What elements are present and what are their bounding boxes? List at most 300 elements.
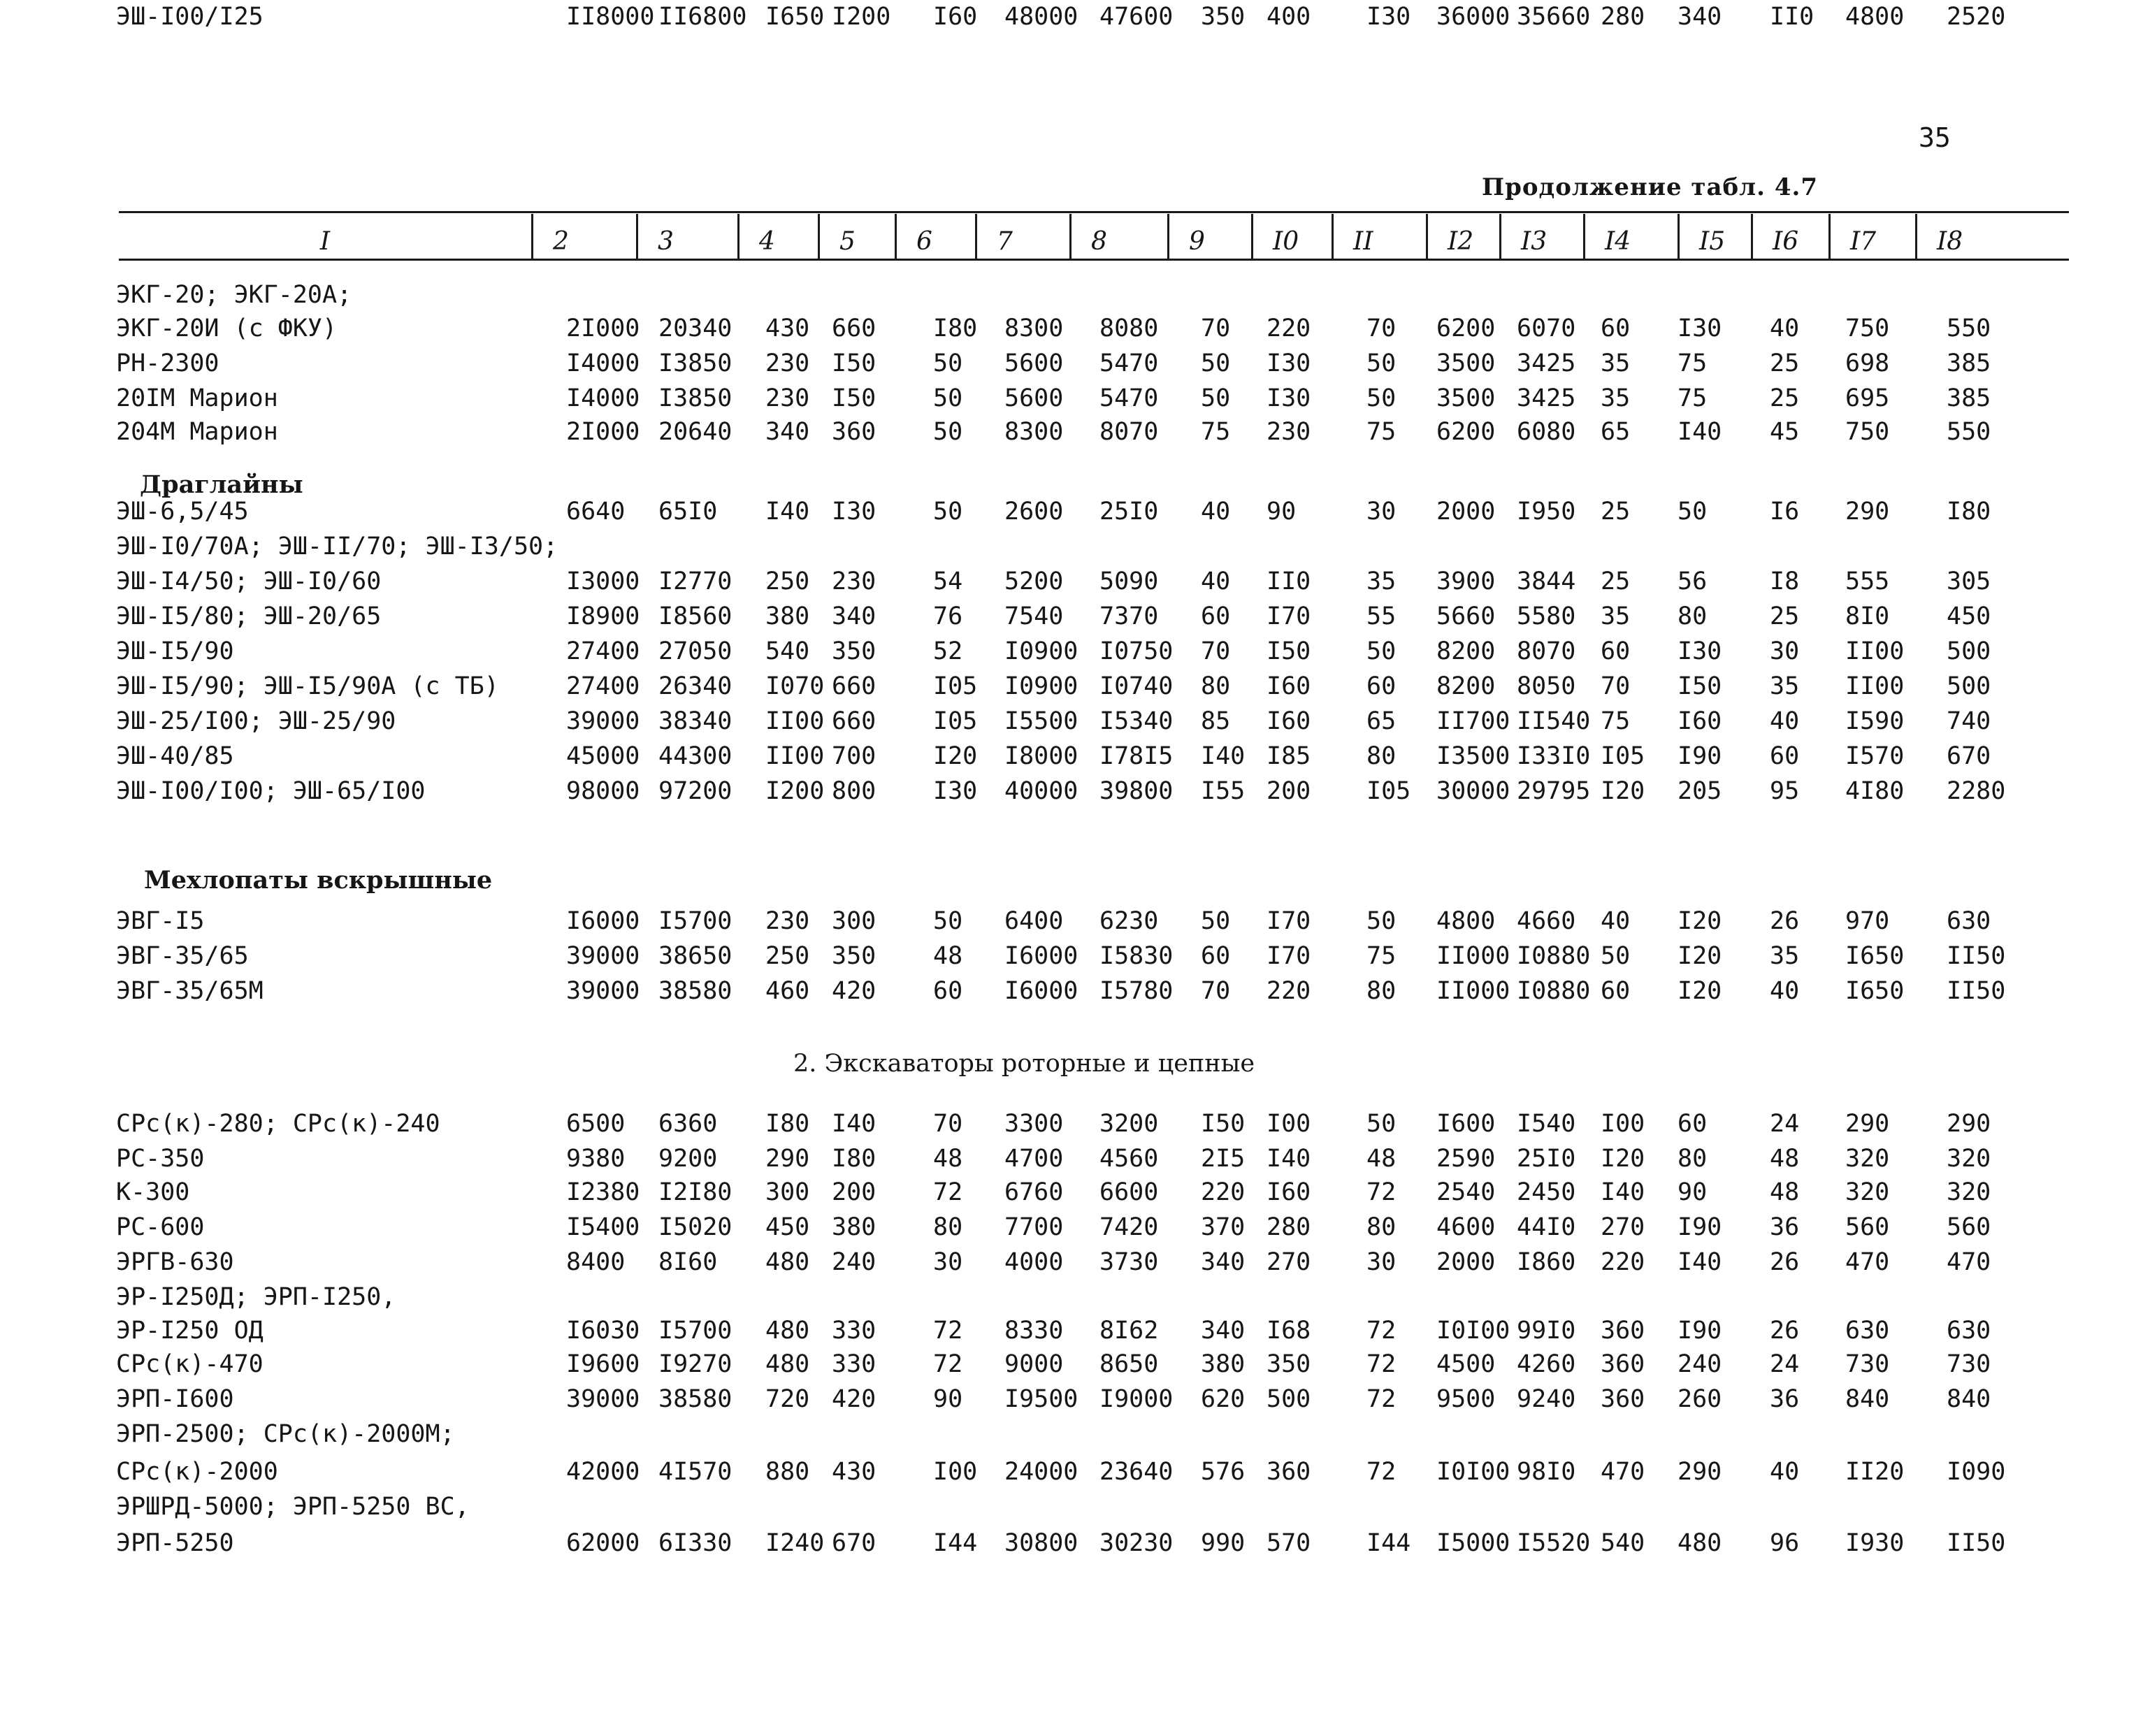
cell-col-7: 3300 bbox=[1004, 1110, 1064, 1138]
table-row bbox=[0, 1245, 2150, 1279]
cell-col-4: 230 bbox=[765, 384, 810, 412]
machine-name: ЭШ-I00/I25 bbox=[116, 3, 264, 31]
cell-col-12: I0I00 bbox=[1436, 1317, 1510, 1345]
cell-col-9: 350 bbox=[1201, 3, 1246, 31]
cell-col-6: 50 bbox=[933, 418, 963, 446]
cell-col-6: I05 bbox=[933, 672, 978, 700]
cell-col-18: 840 bbox=[1947, 1385, 1991, 1413]
machine-name: 204М Марион bbox=[116, 418, 278, 446]
cell-col-5: 420 bbox=[832, 977, 876, 1005]
cell-col-7: 8300 bbox=[1004, 418, 1064, 446]
cell-col-12: 2590 bbox=[1436, 1145, 1496, 1173]
cell-col-4: 460 bbox=[765, 977, 810, 1005]
cell-col-15: 50 bbox=[1678, 498, 1708, 526]
cell-col-12: 3500 bbox=[1436, 384, 1496, 412]
section-title: 2. Экскаваторы роторные и цепные bbox=[793, 1050, 1255, 1078]
cell-col-12: 6200 bbox=[1436, 314, 1496, 342]
cell-col-8: 5470 bbox=[1099, 384, 1159, 412]
cell-col-9: 70 bbox=[1201, 637, 1231, 665]
cell-col-14: 25 bbox=[1601, 567, 1631, 595]
cell-col-10: 270 bbox=[1267, 1248, 1311, 1276]
cell-col-14: 280 bbox=[1601, 3, 1645, 31]
cell-col-10: 360 bbox=[1267, 1458, 1311, 1486]
machine-name: ЭРП-I600 bbox=[116, 1385, 234, 1413]
cell-col-18: 290 bbox=[1947, 1110, 1991, 1138]
cell-col-13: 3425 bbox=[1517, 349, 1576, 377]
column-header-18: I8 bbox=[1915, 214, 2055, 259]
cell-col-18: 550 bbox=[1947, 314, 1991, 342]
cell-col-8: 7420 bbox=[1099, 1213, 1159, 1241]
cell-col-14: 25 bbox=[1601, 498, 1631, 526]
section-title: Драглайны bbox=[140, 470, 303, 499]
section-title: Мехлопаты вскрышные bbox=[144, 866, 493, 895]
cell-col-13: 4260 bbox=[1517, 1350, 1576, 1378]
cell-col-8: 6230 bbox=[1099, 907, 1159, 935]
cell-col-6: 70 bbox=[933, 1110, 963, 1138]
cell-col-10: I60 bbox=[1267, 707, 1311, 735]
table-row bbox=[0, 600, 2150, 633]
cell-col-15: I60 bbox=[1678, 707, 1722, 735]
cell-col-9: 340 bbox=[1201, 1317, 1246, 1345]
machine-name: ЭШ-I5/80; ЭШ-20/65 bbox=[116, 602, 382, 630]
cell-col-9: I40 bbox=[1201, 742, 1246, 770]
table-row bbox=[0, 1347, 2150, 1381]
cell-col-7: 6760 bbox=[1004, 1178, 1064, 1206]
machine-name: ЭКГ-20И (с ФКУ) bbox=[116, 314, 338, 342]
cell-col-8: 5470 bbox=[1099, 349, 1159, 377]
cell-col-10: 280 bbox=[1267, 1213, 1311, 1241]
cell-col-13: 44I0 bbox=[1517, 1213, 1576, 1241]
cell-col-3: 44300 bbox=[658, 742, 733, 770]
cell-col-18: 500 bbox=[1947, 637, 1991, 665]
cell-col-18: 385 bbox=[1947, 384, 1991, 412]
cell-col-3: 6I330 bbox=[658, 1529, 733, 1557]
cell-col-11: 50 bbox=[1366, 637, 1397, 665]
cell-col-18: 550 bbox=[1947, 418, 1991, 446]
cell-col-16: 40 bbox=[1770, 707, 1800, 735]
cell-col-8: I5340 bbox=[1099, 707, 1174, 735]
cell-col-14: 470 bbox=[1601, 1458, 1645, 1486]
cell-col-6: 72 bbox=[933, 1350, 963, 1378]
cell-col-2: 98000 bbox=[566, 777, 640, 805]
cell-col-9: 60 bbox=[1201, 942, 1231, 970]
cell-col-6: 48 bbox=[933, 1145, 963, 1173]
cell-col-10: 500 bbox=[1267, 1385, 1311, 1413]
cell-col-6: 76 bbox=[933, 602, 963, 630]
cell-col-7: I0900 bbox=[1004, 637, 1078, 665]
cell-col-8: 25I0 bbox=[1099, 498, 1159, 526]
cell-col-3: 6360 bbox=[658, 1110, 718, 1138]
cell-col-6: I00 bbox=[933, 1458, 978, 1486]
cell-col-17: I570 bbox=[1845, 742, 1905, 770]
cell-col-13: I540 bbox=[1517, 1110, 1576, 1138]
cell-col-6: I44 bbox=[933, 1529, 978, 1557]
cell-col-14: 35 bbox=[1601, 384, 1631, 412]
cell-col-15: 80 bbox=[1678, 1145, 1708, 1173]
cell-col-2: 39000 bbox=[566, 707, 640, 735]
cell-col-10: 220 bbox=[1267, 977, 1311, 1005]
cell-col-12: 3900 bbox=[1436, 567, 1496, 595]
cell-col-13: 6070 bbox=[1517, 314, 1576, 342]
cell-col-8: 7370 bbox=[1099, 602, 1159, 630]
cell-col-9: 220 bbox=[1201, 1178, 1246, 1206]
cell-col-10: I30 bbox=[1267, 384, 1311, 412]
cell-col-3: I3850 bbox=[658, 384, 733, 412]
cell-col-13: I0880 bbox=[1517, 942, 1591, 970]
cell-col-12: 8200 bbox=[1436, 672, 1496, 700]
cell-col-14: I20 bbox=[1601, 777, 1645, 805]
cell-col-18: 2520 bbox=[1947, 3, 2006, 31]
table-row bbox=[0, 347, 2150, 380]
cell-col-10: I50 bbox=[1267, 637, 1311, 665]
cell-col-10: I70 bbox=[1267, 907, 1311, 935]
table-row bbox=[0, 774, 2150, 808]
cell-col-18: II50 bbox=[1947, 977, 2006, 1005]
cell-col-18: 500 bbox=[1947, 672, 1991, 700]
cell-col-16: 36 bbox=[1770, 1385, 1800, 1413]
table-row bbox=[0, 635, 2150, 668]
cell-col-17: 8I0 bbox=[1845, 602, 1890, 630]
cell-col-6: 50 bbox=[933, 349, 963, 377]
cell-col-16: 40 bbox=[1770, 314, 1800, 342]
cell-col-7: 30800 bbox=[1004, 1529, 1078, 1557]
cell-col-5: 360 bbox=[832, 418, 876, 446]
cell-col-10: 350 bbox=[1267, 1350, 1311, 1378]
cell-col-17: 4800 bbox=[1845, 3, 1905, 31]
column-header-14: I4 bbox=[1583, 214, 1678, 259]
cell-col-14: I20 bbox=[1601, 1145, 1645, 1173]
cell-col-13: 25I0 bbox=[1517, 1145, 1576, 1173]
table-row bbox=[0, 939, 2150, 973]
machine-name: ЭШ-40/85 bbox=[116, 742, 234, 770]
cell-col-7: 4700 bbox=[1004, 1145, 1064, 1173]
cell-col-7: I9500 bbox=[1004, 1385, 1078, 1413]
column-header-8: 8 bbox=[1069, 214, 1167, 259]
cell-col-11: 80 bbox=[1366, 977, 1397, 1005]
cell-col-7: 6400 bbox=[1004, 907, 1064, 935]
cell-col-11: 72 bbox=[1366, 1178, 1397, 1206]
cell-col-2: 27400 bbox=[566, 672, 640, 700]
cell-col-12: 4600 bbox=[1436, 1213, 1496, 1241]
cell-col-4: 380 bbox=[765, 602, 810, 630]
cell-col-9: 40 bbox=[1201, 567, 1231, 595]
cell-col-3: 38580 bbox=[658, 1385, 733, 1413]
cell-col-15: 480 bbox=[1678, 1529, 1722, 1557]
cell-col-2: 27400 bbox=[566, 637, 640, 665]
cell-col-3: I5700 bbox=[658, 907, 733, 935]
cell-col-4: 250 bbox=[765, 942, 810, 970]
cell-col-16: 36 bbox=[1770, 1213, 1800, 1241]
cell-col-17: 4I80 bbox=[1845, 777, 1905, 805]
cell-col-4: I80 bbox=[765, 1110, 810, 1138]
cell-col-5: 670 bbox=[832, 1529, 876, 1557]
cell-col-5: 660 bbox=[832, 672, 876, 700]
cell-col-3: 65I0 bbox=[658, 498, 718, 526]
machine-name: СРс(к)-280; СРс(к)-240 bbox=[116, 1110, 440, 1138]
cell-col-16: I8 bbox=[1770, 567, 1800, 595]
column-header-7: 7 bbox=[975, 214, 1069, 259]
cell-col-8: 3730 bbox=[1099, 1248, 1159, 1276]
cell-col-8: I0750 bbox=[1099, 637, 1174, 665]
cell-col-6: 60 bbox=[933, 977, 963, 1005]
cell-col-4: I650 bbox=[765, 3, 825, 31]
cell-col-10: I68 bbox=[1267, 1317, 1311, 1345]
cell-col-11: 30 bbox=[1366, 498, 1397, 526]
cell-col-3: 97200 bbox=[658, 777, 733, 805]
cell-col-5: I30 bbox=[832, 498, 876, 526]
cell-col-2: 42000 bbox=[566, 1458, 640, 1486]
cell-col-5: 240 bbox=[832, 1248, 876, 1276]
cell-col-9: 380 bbox=[1201, 1350, 1246, 1378]
cell-col-14: 75 bbox=[1601, 707, 1631, 735]
machine-name: ЭШ-I0/70А; ЭШ-II/70; ЭШ-I3/50; bbox=[116, 533, 558, 560]
cell-col-9: 50 bbox=[1201, 907, 1231, 935]
cell-col-6: 80 bbox=[933, 1213, 963, 1241]
cell-col-7: 7700 bbox=[1004, 1213, 1064, 1241]
cell-col-3: I5020 bbox=[658, 1213, 733, 1241]
cell-col-17: 698 bbox=[1845, 349, 1890, 377]
cell-col-2: 62000 bbox=[566, 1529, 640, 1557]
cell-col-15: 75 bbox=[1678, 349, 1708, 377]
cell-col-11: 30 bbox=[1366, 1248, 1397, 1276]
cell-col-12: 9500 bbox=[1436, 1385, 1496, 1413]
page-number: 35 bbox=[1919, 122, 1951, 153]
cell-col-6: 90 bbox=[933, 1385, 963, 1413]
cell-col-11: 50 bbox=[1366, 384, 1397, 412]
cell-col-15: 75 bbox=[1678, 384, 1708, 412]
cell-col-4: I240 bbox=[765, 1529, 825, 1557]
cell-col-12: 2000 bbox=[1436, 498, 1496, 526]
cell-col-14: I00 bbox=[1601, 1110, 1645, 1138]
cell-col-14: 60 bbox=[1601, 637, 1631, 665]
cell-col-5: 660 bbox=[832, 707, 876, 735]
cell-col-3: 38340 bbox=[658, 707, 733, 735]
cell-col-10: 570 bbox=[1267, 1529, 1311, 1557]
cell-col-4: 480 bbox=[765, 1317, 810, 1345]
cell-col-11: 65 bbox=[1366, 707, 1397, 735]
cell-col-2: I3000 bbox=[566, 567, 640, 595]
cell-col-5: 350 bbox=[832, 942, 876, 970]
cell-col-12: 3500 bbox=[1436, 349, 1496, 377]
table-row bbox=[0, 415, 2150, 449]
cell-col-3: I5700 bbox=[658, 1317, 733, 1345]
cell-col-18: I090 bbox=[1947, 1458, 2006, 1486]
cell-col-14: 60 bbox=[1601, 314, 1631, 342]
cell-col-14: 50 bbox=[1601, 942, 1631, 970]
cell-col-6: I20 bbox=[933, 742, 978, 770]
cell-col-10: 200 bbox=[1267, 777, 1311, 805]
cell-col-2: II8000 bbox=[566, 3, 655, 31]
cell-col-11: I05 bbox=[1366, 777, 1411, 805]
cell-col-4: 720 bbox=[765, 1385, 810, 1413]
cell-col-10: I00 bbox=[1267, 1110, 1311, 1138]
cell-col-14: 360 bbox=[1601, 1317, 1645, 1345]
cell-col-9: 70 bbox=[1201, 977, 1231, 1005]
cell-col-3: I9270 bbox=[658, 1350, 733, 1378]
cell-col-8: I78I5 bbox=[1099, 742, 1174, 770]
cell-col-14: 60 bbox=[1601, 977, 1631, 1005]
cell-col-8: 4560 bbox=[1099, 1145, 1159, 1173]
column-header-5: 5 bbox=[818, 214, 895, 259]
cell-col-15: I40 bbox=[1678, 1248, 1722, 1276]
cell-col-15: 56 bbox=[1678, 567, 1708, 595]
table-row bbox=[0, 904, 2150, 938]
cell-col-15: I40 bbox=[1678, 418, 1722, 446]
column-header-13: I3 bbox=[1499, 214, 1583, 259]
cell-col-4: I070 bbox=[765, 672, 825, 700]
cell-col-15: 205 bbox=[1678, 777, 1722, 805]
cell-col-10: II0 bbox=[1267, 567, 1311, 595]
column-header-4: 4 bbox=[737, 214, 818, 259]
cell-col-15: 290 bbox=[1678, 1458, 1722, 1486]
cell-col-15: I90 bbox=[1678, 1317, 1722, 1345]
cell-col-18: 670 bbox=[1947, 742, 1991, 770]
table-row bbox=[0, 530, 2150, 563]
cell-col-2: 9380 bbox=[566, 1145, 626, 1173]
cell-col-2: I6000 bbox=[566, 907, 640, 935]
cell-col-16: II0 bbox=[1770, 3, 1814, 31]
cell-col-14: 65 bbox=[1601, 418, 1631, 446]
cell-col-12: II000 bbox=[1436, 977, 1510, 1005]
cell-col-11: 80 bbox=[1366, 742, 1397, 770]
cell-col-2: 2I000 bbox=[566, 418, 640, 446]
cell-col-18: 630 bbox=[1947, 907, 1991, 935]
cell-col-17: 750 bbox=[1845, 418, 1890, 446]
cell-col-5: 330 bbox=[832, 1350, 876, 1378]
cell-col-5: 200 bbox=[832, 1178, 876, 1206]
cell-col-13: 3425 bbox=[1517, 384, 1576, 412]
cell-col-17: I930 bbox=[1845, 1529, 1905, 1557]
cell-col-15: 240 bbox=[1678, 1350, 1722, 1378]
cell-col-16: 30 bbox=[1770, 637, 1800, 665]
cell-col-11: 75 bbox=[1366, 418, 1397, 446]
cell-col-18: 730 bbox=[1947, 1350, 1991, 1378]
cell-col-17: I650 bbox=[1845, 942, 1905, 970]
cell-col-9: 340 bbox=[1201, 1248, 1246, 1276]
cell-col-7: I6000 bbox=[1004, 942, 1078, 970]
table-row bbox=[0, 1526, 2150, 1560]
table-row bbox=[0, 704, 2150, 738]
machine-name: ЭВГ-I5 bbox=[116, 907, 205, 935]
table-row bbox=[0, 495, 2150, 528]
cell-col-4: 480 bbox=[765, 1248, 810, 1276]
cell-col-15: 90 bbox=[1678, 1178, 1708, 1206]
cell-col-2: 39000 bbox=[566, 942, 640, 970]
table-row bbox=[0, 739, 2150, 773]
cell-col-18: 305 bbox=[1947, 567, 1991, 595]
machine-name: ЭШ-I00/I00; ЭШ-65/I00 bbox=[116, 777, 426, 805]
cell-col-8: 39800 bbox=[1099, 777, 1174, 805]
machine-name: ЭКГ-20; ЭКГ-20А; bbox=[116, 281, 352, 309]
cell-col-11: 50 bbox=[1366, 907, 1397, 935]
cell-col-8: I0740 bbox=[1099, 672, 1174, 700]
cell-col-13: I950 bbox=[1517, 498, 1576, 526]
cell-col-7: 7540 bbox=[1004, 602, 1064, 630]
cell-col-16: 25 bbox=[1770, 602, 1800, 630]
cell-col-6: 72 bbox=[933, 1178, 963, 1206]
column-header-9: 9 bbox=[1167, 214, 1251, 259]
cell-col-18: 450 bbox=[1947, 602, 1991, 630]
column-header-15: I5 bbox=[1678, 214, 1751, 259]
cell-col-9: 2I5 bbox=[1201, 1145, 1246, 1173]
cell-col-5: 420 bbox=[832, 1385, 876, 1413]
cell-col-5: I200 bbox=[832, 3, 891, 31]
cell-col-3: 4I570 bbox=[658, 1458, 733, 1486]
cell-col-12: I5000 bbox=[1436, 1529, 1510, 1557]
cell-col-3: 38650 bbox=[658, 942, 733, 970]
cell-col-6: I30 bbox=[933, 777, 978, 805]
cell-col-15: I20 bbox=[1678, 907, 1722, 935]
cell-col-13: 29795 bbox=[1517, 777, 1591, 805]
cell-col-18: 320 bbox=[1947, 1178, 1991, 1206]
cell-col-4: I40 bbox=[765, 498, 810, 526]
cell-col-10: 90 bbox=[1267, 498, 1297, 526]
cell-col-17: 840 bbox=[1845, 1385, 1890, 1413]
cell-col-2: 45000 bbox=[566, 742, 640, 770]
table-row bbox=[0, 565, 2150, 598]
cell-col-17: 630 bbox=[1845, 1317, 1890, 1345]
cell-col-13: 99I0 bbox=[1517, 1317, 1576, 1345]
machine-name: ЭВГ-35/65М bbox=[116, 977, 264, 1005]
cell-col-7: I6000 bbox=[1004, 977, 1078, 1005]
cell-col-15: I30 bbox=[1678, 637, 1722, 665]
cell-col-14: 360 bbox=[1601, 1385, 1645, 1413]
cell-col-10: I70 bbox=[1267, 942, 1311, 970]
cell-col-6: 50 bbox=[933, 907, 963, 935]
cell-col-15: I30 bbox=[1678, 314, 1722, 342]
cell-col-2: 6500 bbox=[566, 1110, 626, 1138]
column-header-3: 3 bbox=[636, 214, 737, 259]
cell-col-8: 8080 bbox=[1099, 314, 1159, 342]
table-row bbox=[0, 1314, 2150, 1347]
cell-col-17: 320 bbox=[1845, 1178, 1890, 1206]
machine-name: ЭШ-I4/50; ЭШ-I0/60 bbox=[116, 567, 382, 595]
cell-col-10: 220 bbox=[1267, 314, 1311, 342]
cell-col-6: I80 bbox=[933, 314, 978, 342]
cell-col-13: 9240 bbox=[1517, 1385, 1576, 1413]
cell-col-14: 35 bbox=[1601, 602, 1631, 630]
cell-col-17: 290 bbox=[1845, 498, 1890, 526]
machine-name: ЭР-I250Д; ЭРП-I250, bbox=[116, 1283, 396, 1311]
cell-col-2: 2I000 bbox=[566, 314, 640, 342]
cell-col-14: 35 bbox=[1601, 349, 1631, 377]
cell-col-2: I4000 bbox=[566, 349, 640, 377]
cell-col-15: I50 bbox=[1678, 672, 1722, 700]
cell-col-4: II00 bbox=[765, 742, 825, 770]
cell-col-17: 750 bbox=[1845, 314, 1890, 342]
cell-col-5: 340 bbox=[832, 602, 876, 630]
cell-col-12: I600 bbox=[1436, 1110, 1496, 1138]
cell-col-4: I200 bbox=[765, 777, 825, 805]
cell-col-9: 576 bbox=[1201, 1458, 1246, 1486]
cell-col-3: 20340 bbox=[658, 314, 733, 342]
cell-col-12: 30000 bbox=[1436, 777, 1510, 805]
cell-col-5: 230 bbox=[832, 567, 876, 595]
cell-col-7: 4000 bbox=[1004, 1248, 1064, 1276]
cell-col-5: I50 bbox=[832, 384, 876, 412]
cell-col-18: 740 bbox=[1947, 707, 1991, 735]
cell-col-18: II50 bbox=[1947, 1529, 2006, 1557]
cell-col-12: I0I00 bbox=[1436, 1458, 1510, 1486]
cell-col-10: I85 bbox=[1267, 742, 1311, 770]
cell-col-10: I30 bbox=[1267, 349, 1311, 377]
cell-col-9: 70 bbox=[1201, 314, 1231, 342]
cell-col-13: I5520 bbox=[1517, 1529, 1591, 1557]
cell-col-17: 290 bbox=[1845, 1110, 1890, 1138]
cell-col-16: 48 bbox=[1770, 1178, 1800, 1206]
cell-col-4: 880 bbox=[765, 1458, 810, 1486]
cell-col-11: 72 bbox=[1366, 1317, 1397, 1345]
